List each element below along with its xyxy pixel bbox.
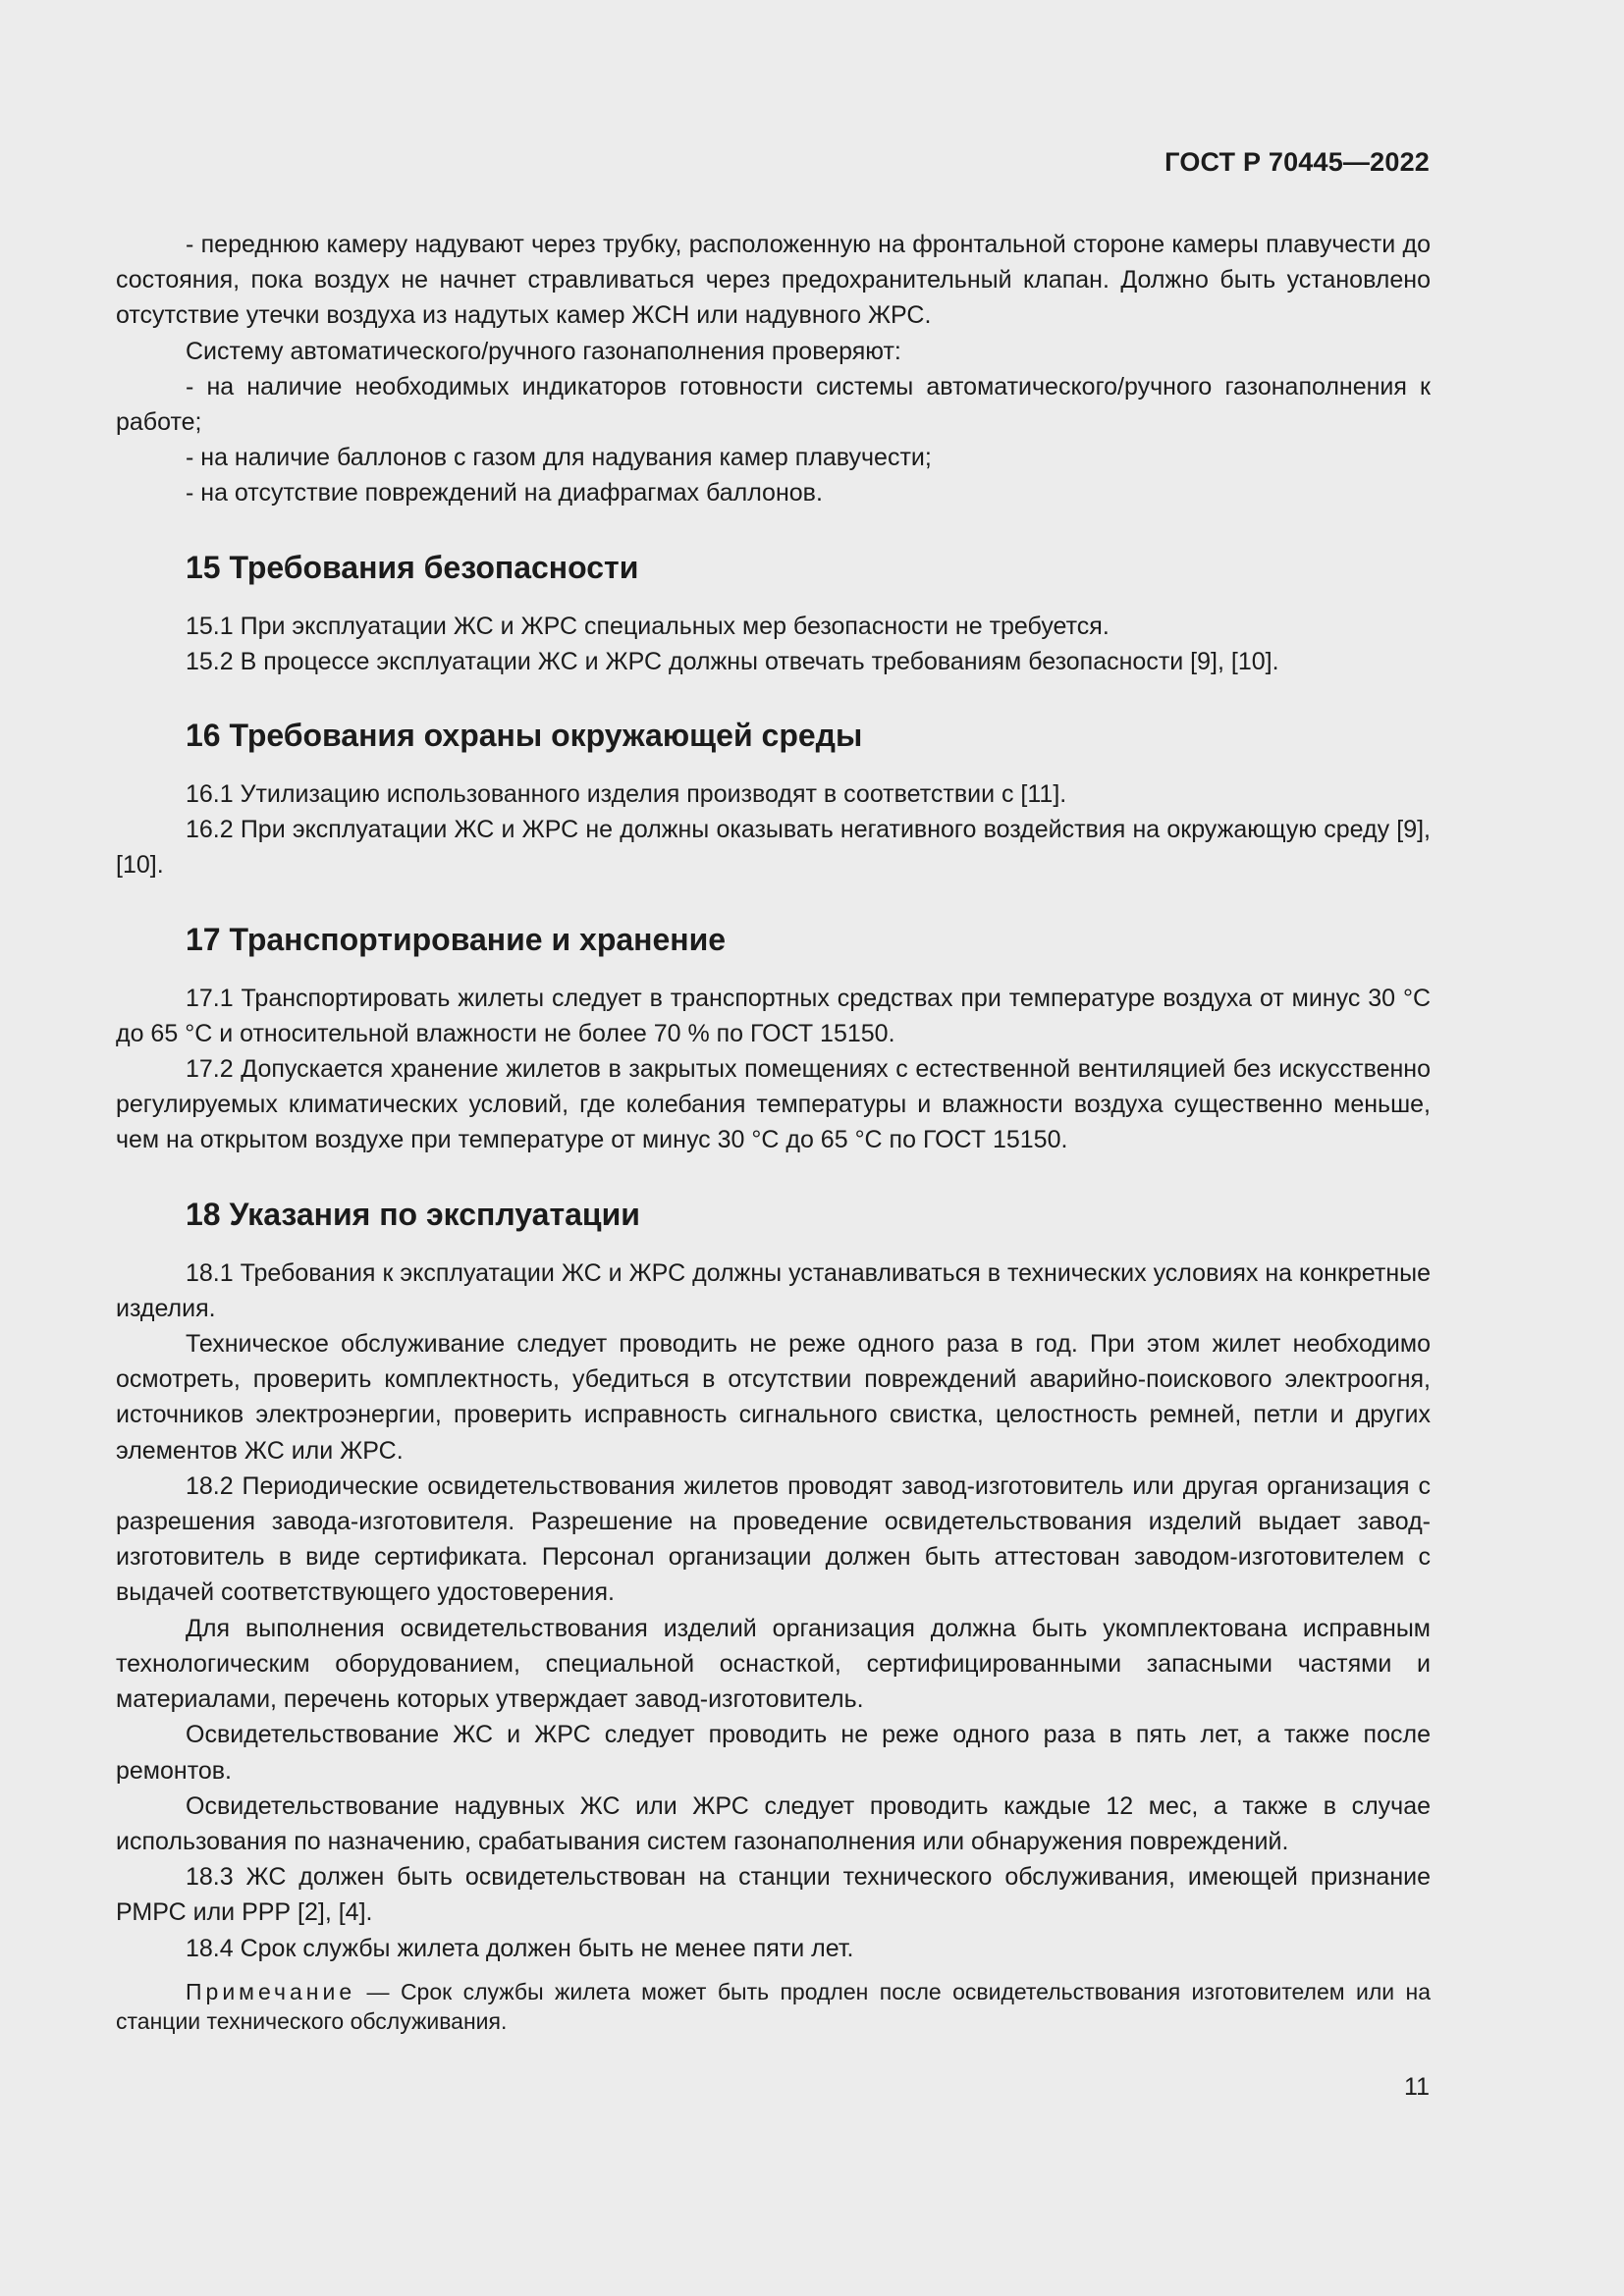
paragraph: Техническое обслуживание следует проводить не реже одного раза в год. При этом жилет необходимо осмотреть, проверить комплектность, убедиться в отсутствии повреждений аварийно-поискового электроогня, источников электроэнергии, проверить исправность сигнального свистка, целостность ремней, петли и других элементов ЖС или ЖРС. bbox=[116, 1330, 1431, 1465]
section-heading-15: 15 Требования безопасности bbox=[186, 549, 639, 585]
note bbox=[116, 1977, 1431, 2036]
note-paragraph bbox=[116, 1977, 1431, 2036]
paragraph: Освидетельствование ЖС и ЖРС следует проводить не реже одного раза в пять лет, а также после ремонтов. bbox=[116, 1721, 1431, 1785]
paragraph: 16.1 Утилизацию использованного изделия производят в соответствии с [11]. bbox=[186, 780, 1067, 809]
paragraph: Для выполнения освидетельствования изделий организация должна быть укомплектована исправным технологическим оборудованием, специальной оснасткой, сертифицированными запасными частями и материалами, перечень которых утверждает завод-изготовитель. bbox=[116, 1614, 1431, 1714]
paragraph: 18.1 Требования к эксплуатации ЖС и ЖРС должны устанавливаться в технических условиях на конкретные изделия. bbox=[116, 1258, 1431, 1322]
paragraph: 18.3 ЖС должен быть освидетельствован на станции технического обслуживания, имеющей признание РМРС или РРР [2], [4]. bbox=[116, 1863, 1431, 1927]
section-heading-18: 18 Указания по эксплуатации bbox=[186, 1196, 640, 1232]
paragraph: 15.1 При эксплуатации ЖС и ЖРС специальных мер безопасности не требуется. bbox=[186, 612, 1110, 640]
note-text: — Срок службы жилета может быть продлен после освидетельствования изготовителем или на станции технического обслуживания. bbox=[116, 1978, 1431, 2034]
paragraph: - на наличие баллонов с газом для надувания камер плавучести; bbox=[186, 444, 932, 472]
paragraph: 16.2 При эксплуатации ЖС и ЖРС не должны оказывать негативного воздействия на окружающую среду [9], [10]. bbox=[116, 816, 1431, 880]
paragraph: - на наличие необходимых индикаторов готовности системы автоматического/ручного газонаполнения к работе; bbox=[116, 372, 1431, 437]
document-body bbox=[116, 227, 1431, 2036]
page-number: 11 bbox=[1404, 2073, 1430, 2101]
note-label: Примечание bbox=[186, 1978, 356, 2004]
section-heading-17: 17 Транспортирование и хранение bbox=[186, 921, 727, 957]
paragraph: 17.2 Допускается хранение жилетов в закрытых помещениях с естественной вентиляцией без искусственно регулируемых климатических условий, где колебания температуры и влажности воздуха существенно меньше, чем на открытом воздухе при температуре от минус 30 °С до 65 °С по ГОСТ 15150. bbox=[116, 1055, 1431, 1154]
section-heading-16: 16 Требования охраны окружающей среды bbox=[186, 718, 863, 754]
paragraph: 18.2 Периодические освидетельствования жилетов проводят завод-изготовитель или другая организация с разрешения завода-изготовителя. Разрешение на проведение освидетельствования изделий выдает завод-изготовитель в виде сертификата. Персонал организации должен быть аттестован заводом-изготовителем с выдачей соответствующего удостоверения. bbox=[116, 1471, 1431, 1607]
paragraph: 17.1 Транспортировать жилеты следует в транспортных средствах при температуре воздуха от минус 30 °С до 65 °С и относительной влажности не более 70 % по ГОСТ 15150. bbox=[116, 984, 1431, 1047]
paragraph: - на отсутствие повреждений на диафрагмах баллонов. bbox=[186, 479, 823, 507]
paragraph: 18.4 Срок службы жилета должен быть не менее пяти лет. bbox=[186, 1934, 854, 1962]
paragraph: - переднюю камеру надувают через трубку, расположенную на фронтальной стороне камеры плавучести до состояния, пока воздух не начнет стравливаться через предохранительный клапан. Должно быть установлено отсутствие утечки воздуха из надутых камер ЖСН или надувного ЖРС. bbox=[116, 231, 1431, 330]
paragraph: Систему автоматического/ручного газонаполнения проверяют: bbox=[186, 337, 901, 365]
paragraph: Освидетельствование надувных ЖС или ЖРС следует проводить каждые 12 мес, а также в случае использования по назначению, срабатывания систем газонаполнения или обнаружения повреждений. bbox=[116, 1791, 1431, 1855]
paragraph: 15.2 В процессе эксплуатации ЖС и ЖРС должны отвечать требованиям безопасности [9], [10]. bbox=[186, 647, 1279, 675]
document-id: ГОСТ Р 70445—2022 bbox=[1164, 147, 1430, 177]
